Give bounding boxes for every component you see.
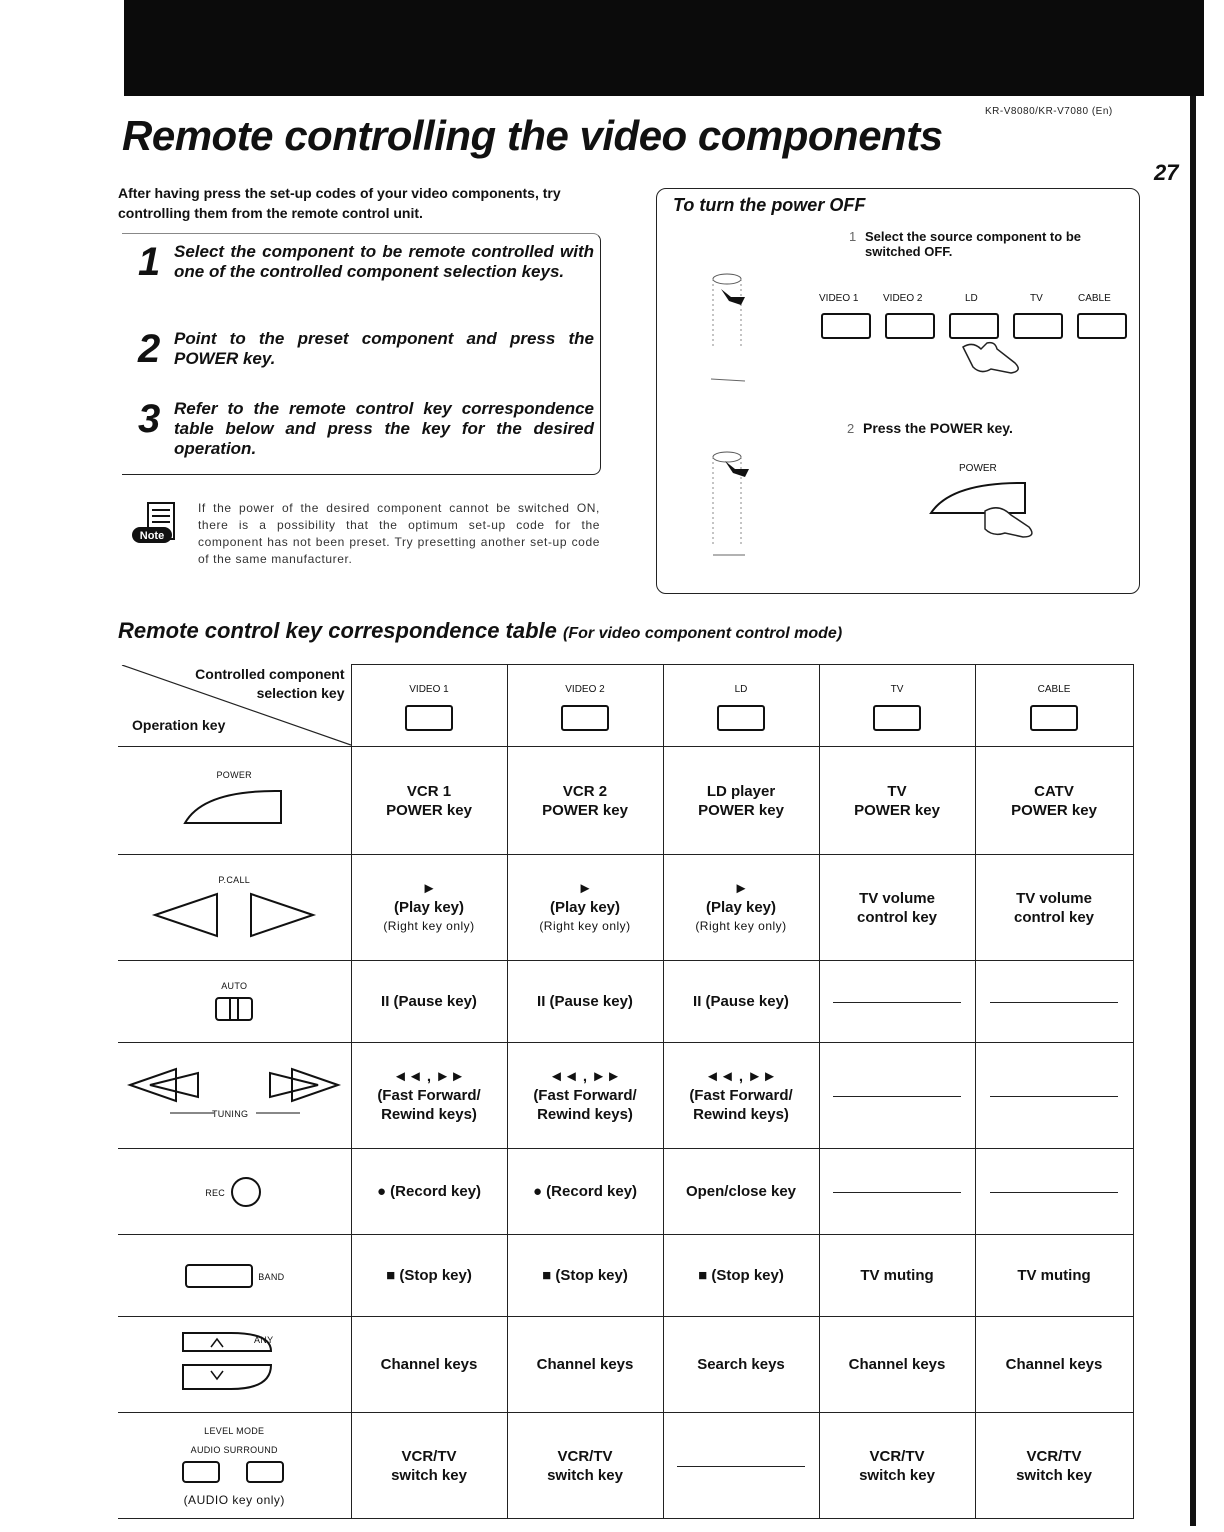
power-off-step2-number: 2 bbox=[847, 421, 855, 436]
table-cell: ◄◄ , ►► (Fast Forward/ Rewind keys) bbox=[507, 1043, 663, 1149]
tv-key[interactable] bbox=[873, 705, 921, 731]
model-number: KR-V8080/KR-V7080 (En) bbox=[985, 106, 1113, 117]
table-row bbox=[118, 1317, 1133, 1413]
power-off-box bbox=[656, 188, 1140, 594]
op-power-cell bbox=[118, 747, 351, 855]
key-label: TV bbox=[1030, 293, 1043, 304]
table-cell: ● (Record key) bbox=[507, 1149, 663, 1235]
table-cell: Channel keys bbox=[819, 1317, 975, 1413]
table-cell: ◄◄ , ►► (Fast Forward/ Rewind keys) bbox=[351, 1043, 507, 1149]
step-number: 1 bbox=[138, 240, 161, 284]
power-key[interactable] bbox=[927, 479, 1067, 548]
step-text: Point to the preset component and press the POWER key. bbox=[174, 329, 594, 368]
power-off-step1: Select the source component to be switched OFF. bbox=[865, 229, 1081, 259]
audio-surround-label: AUDIO SURROUND bbox=[190, 1444, 278, 1455]
auto-key-icon bbox=[214, 996, 254, 1022]
table-cell: TV volume control key bbox=[975, 855, 1133, 961]
audio-surround-keys-icon bbox=[179, 1460, 289, 1486]
table-cell bbox=[975, 1149, 1133, 1235]
step-text: Refer to the remote control key correspondence table below and press the key for the desired operation. bbox=[174, 399, 594, 458]
table-row bbox=[118, 747, 1133, 855]
table-cell: ◄◄ , ►► (Fast Forward/ Rewind keys) bbox=[663, 1043, 819, 1149]
svg-text:Note: Note bbox=[139, 530, 165, 542]
table-cell: ► (Play key) (Right key only) bbox=[351, 855, 507, 961]
step-number: 3 bbox=[138, 397, 161, 441]
step-number: 2 bbox=[138, 327, 161, 371]
table-cell: VCR/TV switch key bbox=[507, 1413, 663, 1519]
intro-text: After having press the set-up codes of your video components, try controlling them from the remote control unit. bbox=[118, 185, 561, 221]
ld-key[interactable] bbox=[949, 313, 999, 339]
page-title: Remote controlling the video components bbox=[122, 112, 943, 159]
table-cell: Channel keys bbox=[351, 1317, 507, 1413]
pcall-key-label: P.CALL bbox=[218, 874, 251, 885]
op-rec-cell bbox=[118, 1149, 351, 1235]
table-cell: ■ (Stop key) bbox=[351, 1235, 507, 1317]
note-icon bbox=[130, 497, 182, 549]
any-key-label: ANY bbox=[254, 1335, 274, 1345]
table-cell: VCR/TV switch key bbox=[819, 1413, 975, 1519]
table-cell: VCR/TV switch key bbox=[975, 1413, 1133, 1519]
steps-box bbox=[122, 233, 601, 475]
auto-key-label: AUTO bbox=[221, 980, 248, 991]
video1-key[interactable] bbox=[405, 705, 453, 731]
column-label: LD bbox=[734, 683, 748, 695]
column-header-tv bbox=[819, 665, 975, 747]
table-cell bbox=[819, 1149, 975, 1235]
table-title-main: Remote control key correspondence table bbox=[118, 618, 557, 643]
table-cell: VCR 2 POWER key bbox=[507, 747, 663, 855]
table-cell bbox=[819, 961, 975, 1043]
remote-illustration-1 bbox=[705, 269, 765, 394]
ld-key[interactable] bbox=[717, 705, 765, 731]
key-label: VIDEO 2 bbox=[883, 293, 923, 304]
key-label: LD bbox=[965, 293, 978, 304]
video1-key[interactable] bbox=[821, 313, 871, 339]
remote-illustration-2 bbox=[705, 447, 765, 572]
table-cell: II (Pause key) bbox=[663, 961, 819, 1043]
power-off-step1-number: 1 bbox=[849, 229, 857, 244]
power-key-label: POWER bbox=[216, 769, 252, 780]
column-header-video2 bbox=[507, 665, 663, 747]
op-any-cell bbox=[118, 1317, 351, 1413]
table-cell bbox=[819, 1043, 975, 1149]
table-cell: LD player POWER key bbox=[663, 747, 819, 855]
key-label: CABLE bbox=[1078, 293, 1111, 304]
hand-icon bbox=[957, 339, 1037, 388]
video2-key[interactable] bbox=[885, 313, 935, 339]
column-header-cable bbox=[975, 665, 1133, 747]
power-off-title: To turn the power OFF bbox=[673, 195, 866, 215]
op-pcall-cell bbox=[118, 855, 351, 961]
table-cell: TV muting bbox=[975, 1235, 1133, 1317]
table-cell: Search keys bbox=[663, 1317, 819, 1413]
corner-bottom-label: Operation key bbox=[132, 717, 226, 734]
table-cell: II (Pause key) bbox=[351, 961, 507, 1043]
band-key-icon bbox=[184, 1263, 254, 1289]
table-cell: ► (Play key) (Right key only) bbox=[507, 855, 663, 961]
cable-key[interactable] bbox=[1077, 313, 1127, 339]
table-cell: CATV POWER key bbox=[975, 747, 1133, 855]
page-number: 27 bbox=[1154, 160, 1179, 185]
note-text: If the power of the desired component cannot be switched ON, there is a possibility that the optimum set-up code for the component has not been preset. Try presetting another set-up code of the same manufacturer. bbox=[198, 501, 600, 566]
key-correspondence-table bbox=[118, 664, 1134, 1519]
power-key-icon bbox=[179, 785, 289, 831]
table-cell bbox=[663, 1413, 819, 1519]
table-cell: TV volume control key bbox=[819, 855, 975, 961]
table-row bbox=[118, 1043, 1133, 1149]
column-header-video1 bbox=[351, 665, 507, 747]
table-cell: II (Pause key) bbox=[507, 961, 663, 1043]
table-row bbox=[118, 961, 1133, 1043]
table-row bbox=[118, 1149, 1133, 1235]
table-title bbox=[118, 618, 842, 644]
column-label: CABLE bbox=[1037, 683, 1071, 695]
header-bar bbox=[124, 0, 1204, 96]
table-cell bbox=[975, 961, 1133, 1043]
rec-key-icon bbox=[229, 1175, 263, 1209]
table-header-row bbox=[118, 665, 1133, 747]
table-cell: VCR/TV switch key bbox=[351, 1413, 507, 1519]
column-header-ld bbox=[663, 665, 819, 747]
table-cell: ■ (Stop key) bbox=[663, 1235, 819, 1317]
table-corner-cell bbox=[118, 665, 351, 747]
table-row bbox=[118, 855, 1133, 961]
power-off-step2: Press the POWER key. bbox=[863, 420, 1013, 436]
table-cell: TV muting bbox=[819, 1235, 975, 1317]
table-cell bbox=[975, 1043, 1133, 1149]
table-row bbox=[118, 1413, 1133, 1519]
table-cell: TV POWER key bbox=[819, 747, 975, 855]
table-cell: Open/close key bbox=[663, 1149, 819, 1235]
tuning-label: TUNING bbox=[212, 1109, 249, 1119]
tv-key[interactable] bbox=[1013, 313, 1063, 339]
table-subtitle: (For video component control mode) bbox=[563, 625, 843, 642]
column-label: VIDEO 2 bbox=[565, 683, 605, 695]
op-level-mode-cell bbox=[118, 1413, 351, 1519]
corner-top-label: Controlled component selection key bbox=[195, 666, 345, 702]
op-auto-cell bbox=[118, 961, 351, 1043]
level-mode-label: LEVEL MODE bbox=[204, 1425, 265, 1436]
table-row bbox=[118, 1235, 1133, 1317]
audio-key-note: (AUDIO key only) bbox=[183, 1492, 285, 1507]
video2-key[interactable] bbox=[561, 705, 609, 731]
rec-key-label: REC bbox=[205, 1187, 226, 1198]
op-band-cell bbox=[118, 1235, 351, 1317]
table-cell: Channel keys bbox=[975, 1317, 1133, 1413]
key-label: VIDEO 1 bbox=[819, 293, 859, 304]
pcall-keys-icon bbox=[149, 890, 319, 940]
step-text: Select the component to be remote controlled with one of the controlled component selection keys. bbox=[174, 242, 594, 281]
cable-key[interactable] bbox=[1030, 705, 1078, 731]
power-key-label: POWER bbox=[959, 463, 997, 474]
column-label: VIDEO 1 bbox=[409, 683, 449, 695]
table-cell: ■ (Stop key) bbox=[507, 1235, 663, 1317]
table-cell: ► (Play key) (Right key only) bbox=[663, 855, 819, 961]
op-tuning-cell bbox=[118, 1043, 351, 1149]
column-label: TV bbox=[890, 683, 904, 695]
table-cell: VCR 1 POWER key bbox=[351, 747, 507, 855]
table-cell: Channel keys bbox=[507, 1317, 663, 1413]
band-key-label: BAND bbox=[258, 1271, 285, 1282]
table-cell: ● (Record key) bbox=[351, 1149, 507, 1235]
page-edge-bar bbox=[1190, 96, 1196, 1526]
